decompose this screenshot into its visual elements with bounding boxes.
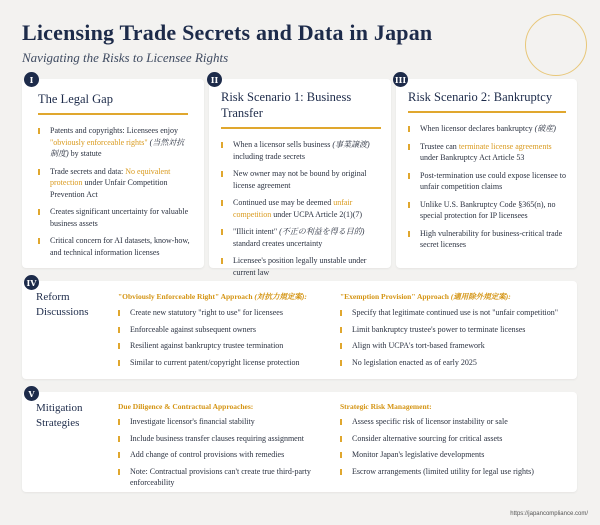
list-item [118,416,333,428]
bullet-marker [408,202,410,208]
bullet-marker [118,343,120,349]
highlighted-text: No equivalent protection [50,166,171,187]
item-text: Trade secrets and data: [50,166,126,176]
list-item [221,168,381,191]
list-item [340,433,565,445]
card-title: Risk Scenario 1: Business Transfer [221,90,352,120]
highlighted-text: terminate license agreements [458,141,552,151]
strategy-column [118,402,333,494]
section-badge: III [393,72,408,87]
highlighted-text: "obviously enforceable rights" [50,137,148,147]
item-text: When a licensor sells business [233,140,333,149]
strategy-column [340,402,565,482]
list-item [340,324,565,336]
section-badge: II [207,72,222,87]
item-text: Unlike U.S. Bankruptcy Code §365(n), no special protection for IP licensees [420,199,556,220]
bullet-marker [408,126,410,132]
page-title: Licensing Trade Secrets and Data in Japan [22,20,433,45]
list-item [38,235,192,258]
list-item [221,139,381,162]
bullet-marker [340,452,342,458]
japanese-term: (当然対抗制度) [50,137,185,158]
row-label-line: Strategies [36,417,80,429]
list-item [340,449,565,461]
card-items [38,125,192,258]
bullet-marker [408,144,410,150]
approach-column [118,291,333,373]
item-text: under Unfair Competition Prevention Act [50,178,168,199]
item-text: New owner may not be bound by original license agreement [233,169,367,190]
item-text: Assess specific risk of licensor instability or sale [352,417,508,426]
card-items [408,123,567,251]
page-subtitle: Navigating the Risks to Licensee Rights [22,50,229,65]
card-legal-gap [22,79,204,268]
bullet-marker [221,258,223,264]
list-item [118,324,333,336]
column-heading [118,402,333,411]
bullet-marker [221,171,223,177]
item-text: Continued use may be deemed [233,198,334,207]
section-badge: IV [24,275,39,290]
japanese-term: (破産) [534,124,556,133]
japanese-term: (対抗力規定案): [254,292,307,301]
list-item [340,357,565,369]
bullet-marker [340,469,342,475]
bullet-marker [408,231,410,237]
item-text: Consider alternative sourcing for critical assets [352,433,503,443]
column-heading-text: "Obviously Enforceable Right" Approach [118,292,255,301]
reform-discussions-panel [22,281,577,379]
japanese-term: (適用除外規定案): [450,292,511,301]
column-heading [118,291,333,302]
card-title: Risk Scenario 2: Bankruptcy [408,90,553,104]
bullet-marker [340,327,342,333]
item-text: No legislation enacted as of early 2025 [352,357,477,367]
bullet-marker [118,436,120,442]
card-business-transfer [209,79,391,277]
list-item [38,125,192,160]
row-label-line: Reform [36,291,70,303]
card-bankruptcy [396,79,577,268]
item-text: Note: Contractual provisions can't create true third-party enforceability [130,466,311,487]
bullet-marker [118,360,120,366]
bullet-marker [118,452,120,458]
column-items [340,307,565,368]
title-underline [221,127,381,129]
bullet-marker [221,200,223,206]
item-text: Post-termination use could expose licensee to unfair competition claims [420,170,566,191]
column-heading [340,291,565,302]
item-text: Resilient against bankruptcy trustee termination [130,341,284,350]
row-label [36,401,82,431]
column-heading-text: Due Diligence & Contractual Approaches: [118,402,254,411]
item-text: Escrow arrangements (limited utility for legal use rights) [352,466,534,476]
bullet-marker [38,169,40,175]
column-items [118,307,333,368]
row-label-line: Discussions [36,306,89,318]
item-text: Align with UCPA's tort-based framework [352,341,485,350]
list-item [221,197,381,220]
bullet-marker [340,360,342,366]
list-item [118,466,333,489]
item-text: Enforceable against subsequent owners [130,324,256,334]
item-text: including trade secrets [233,151,305,161]
item-text: "Illicit intent" [233,227,280,236]
card-title: The Legal Gap [38,92,113,106]
row-label [36,290,89,320]
row-label-line: Mitigation [36,402,83,414]
list-item [38,166,192,201]
item-text: Include business transfer clauses requiring assignment [130,433,304,443]
list-item [118,340,333,352]
item-text: When licensor declares bankruptcy [420,124,535,133]
bullet-marker [340,343,342,349]
column-heading [340,402,565,411]
bullet-marker [118,419,120,425]
list-item [118,433,333,445]
item-text: High vulnerability for business-critical trade secret licenses [420,228,563,249]
list-item [408,141,567,164]
item-text: under Bankruptcy Act Article 53 [420,153,525,162]
column-heading-text: "Exemption Provision" Approach [340,292,451,301]
column-items [340,416,565,477]
bullet-marker [38,128,40,134]
item-text: Licensee's position legally unstable under current law [233,256,367,277]
bullet-marker [38,238,40,244]
bullet-marker [38,209,40,215]
bullet-marker [118,469,120,475]
item-text: Add change of control provisions with remedies [130,450,285,459]
column-heading-text: Strategic Risk Management: [340,402,432,411]
footer-url[interactable]: https://japancompliance.com/ [510,511,588,517]
bullet-marker [221,142,223,148]
item-text: Specify that legitimate continued use is not "unfair competition" [352,308,559,317]
list-item [118,449,333,461]
bullet-marker [118,327,120,333]
item-text: standard creates uncertainty [233,238,323,248]
item-text: Limit bankruptcy trustee's power to terminate licenses [352,324,526,334]
japanese-term: (不正の利益を得る目的) [279,227,365,236]
item-text: Create new statutory "right to use" for licensees [130,308,283,317]
list-item [340,416,565,428]
list-item [340,307,565,319]
mitigation-strategies-panel [22,392,577,492]
list-item [38,206,192,229]
list-item [340,466,565,478]
approach-column [340,291,565,373]
bullet-marker [340,419,342,425]
card-items [221,139,381,278]
item-text: Patents and copyrights: Licensees enjoy [50,126,178,135]
item-text: by statute [68,149,102,158]
item-text: Similar to current patent/copyright license protection [130,357,300,367]
bullet-marker [221,229,223,235]
item-text: under UCPA Article 2(1)(7) [271,209,363,219]
list-item [221,226,381,249]
item-text: Investigate licensor's financial stability [130,417,255,426]
item-text: Monitor Japan's legislative developments [352,450,485,459]
title-underline [38,113,188,115]
list-item [408,123,567,135]
item-text: Creates significant uncertainty for valuable business assets [50,207,189,228]
decorative-circle [525,14,587,76]
item-text: Trustee can [420,141,459,151]
list-item [408,199,567,222]
section-badge: I [24,72,39,87]
list-item [221,255,381,278]
list-item [408,170,567,193]
section-badge: V [24,386,39,401]
item-text: Critical concern for AI datasets, know-how, and technical information licenses [50,236,190,257]
title-underline [408,111,566,113]
bullet-marker [408,173,410,179]
list-item [408,228,567,251]
list-item [118,357,333,369]
highlighted-text: unfair competition [233,198,353,219]
list-item [118,307,333,319]
bullet-marker [340,310,342,316]
list-item [340,340,565,352]
column-items [118,416,333,489]
japanese-term: (事業譲渡) [332,140,370,149]
bullet-marker [118,310,120,316]
bullet-marker [340,436,342,442]
